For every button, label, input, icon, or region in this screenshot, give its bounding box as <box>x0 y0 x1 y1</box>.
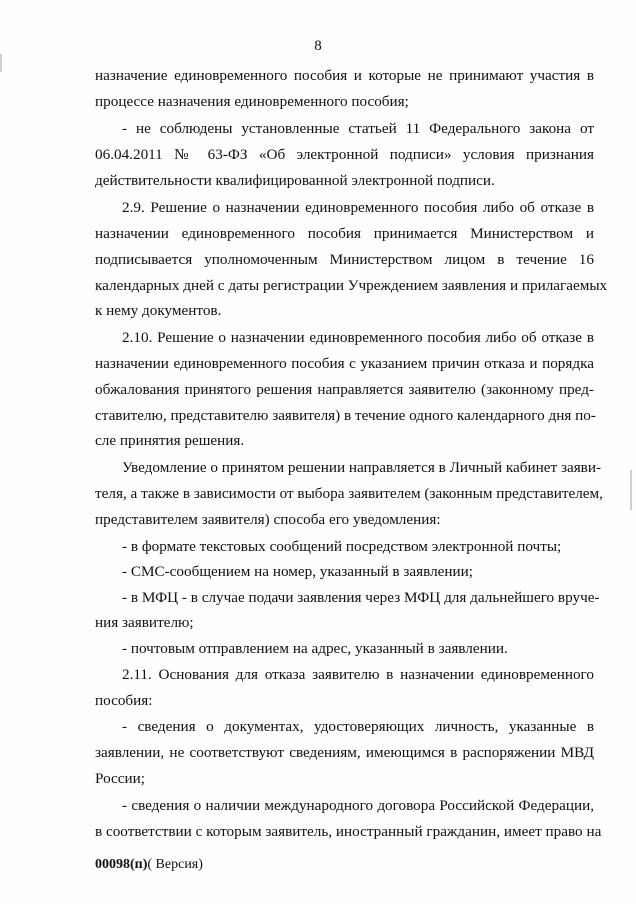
text-line: подписывается уполномоченным Министерством лицом в течение 16 <box>95 251 594 268</box>
text-line: 06.04.2011 № 63-ФЗ «Об электронной подписи» условия признания <box>95 146 594 163</box>
text-line: календарных дней с даты регистрации Учреждением заявления и прилагаемых <box>95 277 608 294</box>
text-line: обжалования принятого решения направляется заявителю (законному пред- <box>95 381 594 398</box>
text-line: ставителю, представителю заявителя) в течение одного календарного дня по- <box>95 407 596 424</box>
scan-artifact <box>630 470 632 510</box>
text-line: - не соблюдены установленные статьей 11 Федерального закона от <box>122 120 594 137</box>
document-footer <box>95 856 203 874</box>
page-number: 8 <box>314 38 322 54</box>
text-line: - в формате текстовых сообщений посредством электронной почты; <box>122 538 562 555</box>
text-line: Уведомление о принятом решении направляется в Личный кабинет заяви- <box>122 459 602 476</box>
text-line: 2.9. Решение о назначении единовременного пособия либо об отказе в <box>122 199 594 216</box>
text-line: - СМС-сообщением на номер, указанный в заявлении; <box>122 563 474 580</box>
text-line: - сведения о наличии международного договора Российской Федерации, <box>122 797 594 814</box>
text-line: 2.10. Решение о назначении единовременного пособия либо об отказе в <box>122 329 594 346</box>
text-line: в соответствии с которым заявитель, иностранный гражданин, имеет право на <box>95 823 602 840</box>
text-line: процессе назначения единовременного пособия; <box>95 93 409 110</box>
text-line: назначении единовременного пособия с указанием причин отказа и порядка <box>95 355 594 372</box>
document-code: 00098(п) <box>95 857 148 872</box>
text-line: ния заявителю; <box>95 614 194 631</box>
text-line: России; <box>95 770 145 787</box>
text-line: пособия: <box>95 692 153 709</box>
text-line: - в МФЦ - в случае подачи заявления через МФЦ для дальнейшего вруче- <box>122 589 600 606</box>
text-line: представителем заявителя) способа его уведомления: <box>95 511 441 528</box>
text-line: назначении единовременного пособия принимается Министерством и <box>95 225 594 242</box>
text-line: - сведения о документах, удостоверяющих личность, указанные в <box>122 718 594 735</box>
text-line: - почтовым отправлением на адрес, указанный в заявлении. <box>122 640 508 657</box>
text-line: к нему документов. <box>95 302 222 319</box>
text-line: 2.11. Основания для отказа заявителю в назначении единовременного <box>122 666 594 683</box>
text-line: теля, а также в зависимости от выбора заявителем (законным представителем, <box>95 485 603 502</box>
text-line: назначение единовременного пособия и которые не принимают участия в <box>95 67 594 84</box>
text-line: заявлении, не соответствуют сведениям, имеющимся в распоряжении МВД <box>95 744 594 761</box>
text-line: действительности квалифицированной электронной подписи. <box>95 172 495 189</box>
scan-artifact <box>0 54 2 72</box>
text-line: сле принятия решения. <box>95 432 245 449</box>
document-version: ( Версия) <box>147 857 203 872</box>
